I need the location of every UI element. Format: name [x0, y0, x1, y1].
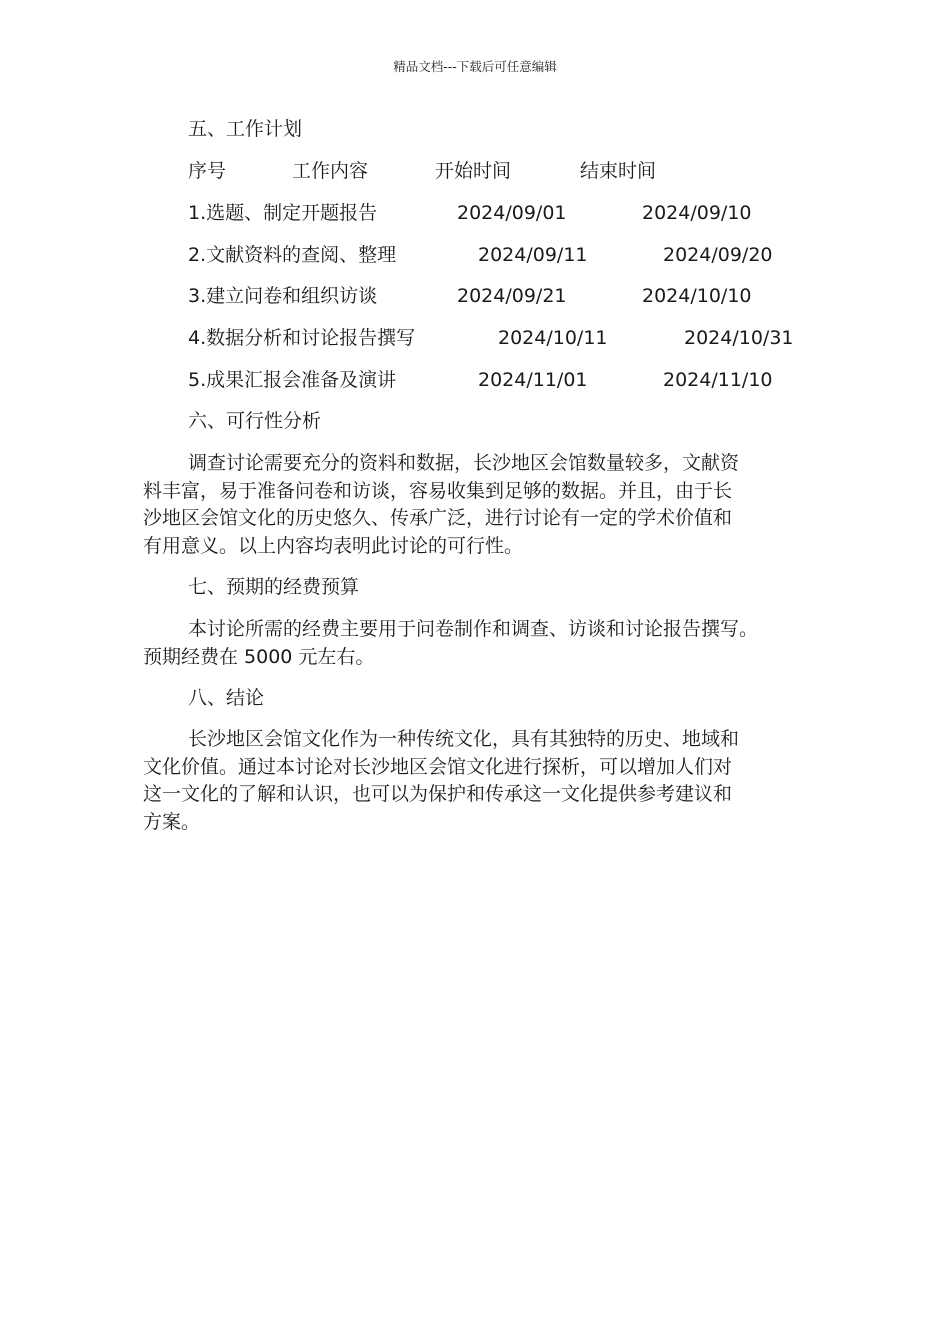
- plan-start-date: 2024/09/21: [457, 285, 567, 307]
- plan-task: 3.建立问卷和组织访谈: [188, 285, 378, 307]
- section-title-conclusion: 八、结论: [188, 687, 265, 709]
- plan-start-date: 2024/11/01: [478, 369, 588, 391]
- plan-end-date: 2024/09/20: [663, 244, 773, 266]
- plan-task: 1.选题、制定开题报告: [188, 202, 378, 224]
- column-header-end: 结束时间: [580, 160, 657, 182]
- page-header: 精品文档---下载后可任意编辑: [393, 59, 557, 74]
- paragraph-line: 本讨论所需的经费主要用于问卷制作和调查、访谈和讨论报告撰写。: [188, 618, 759, 640]
- plan-start-date: 2024/10/11: [498, 327, 608, 349]
- paragraph-line: 有用意义。以上内容均表明此讨论的可行性。: [143, 534, 524, 557]
- section-title-feasibility: 六、可行性分析: [188, 410, 322, 432]
- plan-start-date: 2024/09/11: [478, 244, 588, 266]
- column-header-start: 开始时间: [435, 160, 512, 182]
- paragraph-line: 调查讨论需要充分的资料和数据，长沙地区会馆数量较多，文献资: [188, 452, 740, 474]
- paragraph-line: 这一文化的了解和认识，也可以为保护和传承这一文化提供参考建议和: [143, 783, 733, 805]
- paragraph-line: 预期经费在 5000 元左右。: [143, 645, 375, 668]
- plan-end-date: 2024/09/10: [642, 202, 752, 224]
- plan-task: 5.成果汇报会准备及演讲: [188, 369, 397, 391]
- budget-paragraph: [143, 616, 803, 671]
- plan-end-date: 2024/11/10: [663, 369, 773, 391]
- paragraph-line: 沙地区会馆文化的历史悠久、传承广泛，进行讨论有一定的学术价值和: [143, 507, 733, 529]
- plan-task: 2.文献资料的查阅、整理: [188, 244, 397, 266]
- paragraph-line: 文化价值。通过本讨论对长沙地区会馆文化进行探析，可以增加人们对: [143, 755, 733, 778]
- section-title-work-plan: 五、工作计划: [188, 118, 303, 140]
- column-header-index: 序号: [188, 160, 227, 182]
- conclusion-paragraph: [143, 726, 803, 836]
- paragraph-line: 料丰富，易于准备问卷和访谈，容易收集到足够的数据。并且，由于长: [143, 479, 733, 502]
- plan-end-date: 2024/10/31: [684, 327, 794, 349]
- paragraph-line: 方案。: [143, 810, 201, 833]
- column-header-content: 工作内容: [292, 160, 369, 182]
- feasibility-paragraph: [143, 450, 803, 560]
- plan-start-date: 2024/09/01: [457, 202, 567, 224]
- paragraph-line: 长沙地区会馆文化作为一种传统文化，具有其独特的历史、地域和: [188, 728, 740, 750]
- plan-end-date: 2024/10/10: [642, 285, 752, 307]
- section-title-budget: 七、预期的经费预算: [188, 576, 360, 598]
- plan-task: 4.数据分析和讨论报告撰写: [188, 327, 416, 349]
